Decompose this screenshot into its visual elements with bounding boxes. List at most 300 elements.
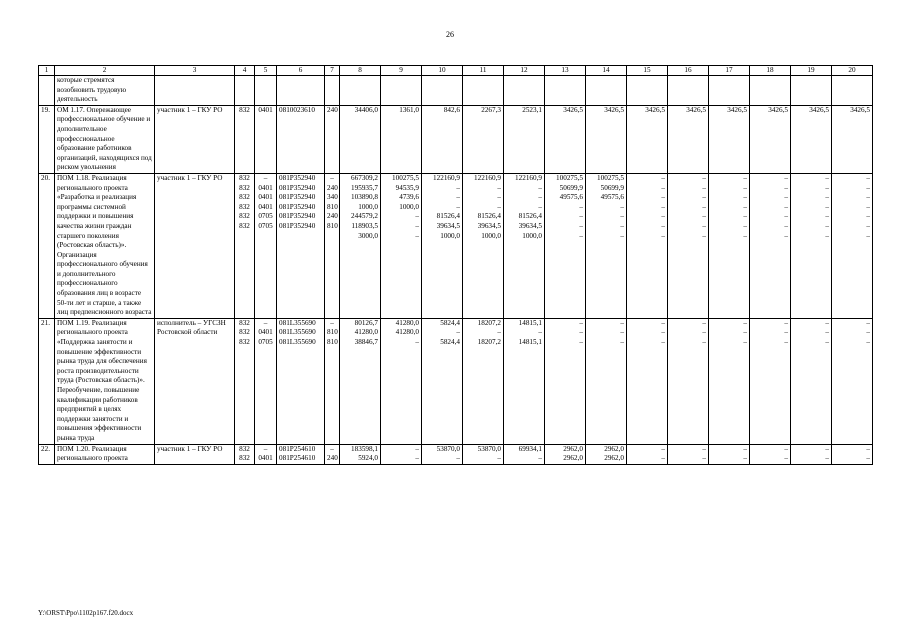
row-number: 20.: [39, 173, 55, 318]
cell-value: –: [330, 173, 334, 182]
value-cell: [586, 444, 627, 464]
cell-value: 3426,5: [645, 105, 665, 114]
cell-value: –: [866, 328, 870, 337]
cell-value: –: [620, 338, 624, 347]
cell-value: –: [456, 202, 460, 211]
value-cell: [340, 444, 381, 464]
cell-value: –: [825, 444, 829, 453]
cell-value: –: [866, 454, 870, 463]
cell-value: 100275,5: [597, 173, 624, 182]
cell-value: –: [497, 193, 501, 202]
value-cell: [627, 173, 668, 318]
cell-value: –: [866, 212, 870, 221]
cell-value: 081P254610: [279, 444, 316, 453]
measure-name: ПОМ 1.20. Реализация регионального проекта: [55, 444, 155, 464]
value-cell: [463, 173, 504, 318]
cell-value: 122160,9: [474, 173, 501, 182]
cell-value: 81526,4: [477, 212, 501, 221]
cell-value: 14815,1: [518, 338, 542, 347]
value-cell: [750, 105, 791, 173]
value-cell: [832, 444, 873, 464]
value-cell: [277, 318, 325, 444]
header-cell: 1: [39, 66, 55, 76]
value-cell: [381, 318, 422, 444]
cell-value: 081P352940: [279, 221, 316, 230]
cell-value: 832: [239, 328, 250, 337]
cell-value: 2962,0: [604, 444, 624, 453]
value-cell: [668, 318, 709, 444]
cell-value: –: [784, 444, 788, 453]
cell-value: –: [661, 173, 665, 182]
cell-value: –: [620, 328, 624, 337]
value-cell: [235, 318, 255, 444]
cell-value: –: [538, 328, 542, 337]
value-cell: [504, 173, 545, 318]
cell-value: –: [579, 202, 583, 211]
cell-value: 80126,7: [354, 318, 378, 327]
value-cell: [325, 318, 340, 444]
table-row: [39, 105, 873, 173]
cell-value: –: [866, 318, 870, 327]
cell-value: 3426,5: [809, 105, 829, 114]
cell-value: 081P254610: [279, 454, 316, 463]
value-cell: [463, 105, 504, 173]
cell-value: 832: [239, 454, 250, 463]
cell-value: –: [784, 328, 788, 337]
value-cell: [422, 173, 463, 318]
cell-value: 81526,4: [436, 212, 460, 221]
header-cell: 12: [504, 66, 545, 76]
value-cell: [422, 105, 463, 173]
cell-value: –: [538, 193, 542, 202]
header-cell: 5: [255, 66, 277, 76]
cell-value: –: [825, 173, 829, 182]
header-cell: 15: [627, 66, 668, 76]
value-cell: [463, 444, 504, 464]
cell-value: 39634,5: [477, 221, 501, 230]
cell-value: –: [702, 202, 706, 211]
cell-value: 69934,1: [518, 444, 542, 453]
cell-value: 0401: [258, 328, 273, 337]
cell-value: –: [661, 454, 665, 463]
cell-value: 081P352940: [279, 193, 316, 202]
value-cell: [668, 105, 709, 173]
cell-value: –: [661, 231, 665, 240]
cell-value: 340: [327, 193, 338, 202]
cell-value: 240: [327, 105, 338, 114]
value-cell: [709, 105, 750, 173]
header-cell: 14: [586, 66, 627, 76]
cell-value: 0705: [258, 212, 273, 221]
value-cell: [586, 318, 627, 444]
cell-value: 2267,3: [481, 105, 501, 114]
cell-value: –: [415, 454, 419, 463]
cell-value: 810: [327, 221, 338, 230]
cell-value: 832: [239, 105, 250, 114]
cell-value: 122160,9: [433, 173, 460, 182]
cell-value: –: [456, 454, 460, 463]
cell-value: –: [784, 212, 788, 221]
cell-value: –: [579, 212, 583, 221]
cell-value: –: [579, 328, 583, 337]
continuation-row: [39, 76, 873, 106]
cell-value: 5824,4: [440, 338, 460, 347]
value-cell: [255, 444, 277, 464]
cell-value: –: [743, 338, 747, 347]
cell-value: 810: [327, 202, 338, 211]
value-cell: [791, 105, 832, 173]
cell-value: –: [415, 212, 419, 221]
header-cell: 4: [235, 66, 255, 76]
cell-value: –: [784, 221, 788, 230]
cell-value: –: [825, 231, 829, 240]
cell-value: 195935,7: [351, 183, 378, 192]
cell-value: –: [702, 173, 706, 182]
value-cell: [709, 318, 750, 444]
cell-value: –: [784, 183, 788, 192]
value-cell: [463, 318, 504, 444]
cell-value: 14815,1: [518, 318, 542, 327]
cell-value: –: [415, 231, 419, 240]
value-cell: [791, 318, 832, 444]
row-number: 22.: [39, 444, 55, 464]
cell-value: –: [661, 212, 665, 221]
cell-value: –: [579, 318, 583, 327]
value-cell: [504, 318, 545, 444]
header-row: [39, 66, 873, 76]
cell-value: 118903,5: [351, 221, 378, 230]
value-cell: [235, 444, 255, 464]
cell-value: –: [579, 338, 583, 347]
cell-value: 3000,0: [358, 231, 378, 240]
cell-value: –: [866, 444, 870, 453]
cell-value: –: [784, 173, 788, 182]
cell-value: –: [702, 193, 706, 202]
cell-value: –: [743, 318, 747, 327]
cell-value: 667309,2: [351, 173, 378, 182]
value-cell: [325, 444, 340, 464]
value-cell: [586, 105, 627, 173]
cell-value: 5824,4: [440, 318, 460, 327]
cell-value: 53870,0: [436, 444, 460, 453]
cell-value: –: [702, 183, 706, 192]
cell-value: 0401: [258, 202, 273, 211]
value-cell: [750, 444, 791, 464]
cell-value: 3426,5: [604, 105, 624, 114]
cell-value: 81526,4: [518, 212, 542, 221]
header-cell: 7: [325, 66, 340, 76]
cell-value: 0401: [258, 454, 273, 463]
row-number: 19.: [39, 105, 55, 173]
value-cell: [277, 444, 325, 464]
cell-value: –: [784, 318, 788, 327]
cell-value: –: [784, 231, 788, 240]
value-cell: [586, 173, 627, 318]
cell-value: 832: [239, 183, 250, 192]
cell-value: 842,6: [443, 105, 460, 114]
value-cell: [340, 105, 381, 173]
value-cell: [504, 444, 545, 464]
cell-value: –: [866, 173, 870, 182]
cell-value: –: [456, 193, 460, 202]
value-cell: [627, 318, 668, 444]
cell-value: 3426,5: [768, 105, 788, 114]
cell-value: –: [702, 221, 706, 230]
cell-value: –: [866, 221, 870, 230]
cell-value: 0705: [258, 221, 273, 230]
cell-value: 240: [327, 212, 338, 221]
cell-value: 2523,1: [522, 105, 542, 114]
cell-value: –: [825, 193, 829, 202]
cell-value: –: [415, 221, 419, 230]
value-cell: [235, 173, 255, 318]
cell-value: –: [702, 212, 706, 221]
header-cell: 6: [277, 66, 325, 76]
cell-value: –: [825, 338, 829, 347]
cell-value: –: [661, 193, 665, 202]
cell-value: –: [456, 183, 460, 192]
cell-value: –: [702, 318, 706, 327]
cell-value: 832: [239, 212, 250, 221]
cell-value: 103890,8: [351, 193, 378, 202]
cell-value: –: [330, 318, 334, 327]
cell-value: 100275,5: [392, 173, 419, 182]
cell-value: 122160,9: [515, 173, 542, 182]
cell-value: 2962,0: [563, 454, 583, 463]
cell-value: 2962,0: [563, 444, 583, 453]
value-cell: [545, 105, 586, 173]
value-cell: [627, 444, 668, 464]
cell-value: –: [661, 444, 665, 453]
cell-value: –: [538, 202, 542, 211]
value-cell: [545, 318, 586, 444]
value-cell: [325, 173, 340, 318]
cell-value: 1361,0: [399, 105, 419, 114]
cell-value: –: [263, 318, 268, 327]
cell-value: –: [825, 212, 829, 221]
cell-value: 0401: [258, 105, 273, 114]
table-row: [39, 444, 873, 464]
value-cell: [709, 444, 750, 464]
cell-value: 810: [327, 328, 338, 337]
cell-value: –: [743, 183, 747, 192]
cell-value: 1000,0: [522, 231, 542, 240]
cell-value: –: [743, 173, 747, 182]
cell-value: 41280,0: [395, 328, 419, 337]
cell-value: 49575,6: [600, 193, 624, 202]
cell-value: –: [497, 328, 501, 337]
cell-value: 41280,0: [395, 318, 419, 327]
value-cell: [381, 105, 422, 173]
cell-value: –: [702, 444, 706, 453]
cell-value: 1000,0: [399, 202, 419, 211]
value-cell: [709, 173, 750, 318]
cell-value: –: [866, 231, 870, 240]
cell-value: –: [620, 202, 624, 211]
cell-value: –: [620, 318, 624, 327]
header-cell: 19: [791, 66, 832, 76]
cell-value: –: [784, 338, 788, 347]
cell-value: –: [620, 231, 624, 240]
cell-value: –: [866, 338, 870, 347]
cell-value: 100275,5: [556, 173, 583, 182]
cell-value: 18207,2: [477, 338, 501, 347]
value-cell: [235, 105, 255, 173]
cell-value: –: [702, 328, 706, 337]
cell-value: 832: [239, 444, 250, 453]
cell-value: –: [579, 231, 583, 240]
cell-value: 832: [239, 318, 250, 327]
page-number: 26: [446, 30, 454, 39]
value-cell: [832, 318, 873, 444]
cell-value: –: [263, 444, 268, 453]
cell-value: 34406,0: [354, 105, 378, 114]
value-cell: [545, 173, 586, 318]
value-cell: [255, 105, 277, 173]
cell-value: –: [456, 328, 460, 337]
cell-value: –: [497, 454, 501, 463]
cell-value: 0401: [258, 183, 273, 192]
cell-value: 39634,5: [436, 221, 460, 230]
cell-value: 081L355690: [279, 318, 316, 327]
value-cell: [504, 105, 545, 173]
value-cell: [277, 173, 325, 318]
cell-value: –: [620, 212, 624, 221]
value-cell: [255, 318, 277, 444]
cell-value: 53870,0: [477, 444, 501, 453]
cell-value: –: [415, 338, 419, 347]
header-cell: 18: [750, 66, 791, 76]
cell-value: 832: [239, 193, 250, 202]
header-cell: 8: [340, 66, 381, 76]
cell-value: 810: [327, 338, 338, 347]
measure-name: ПОМ 1.18. Реализация регионального проекта «Разработка и реализация программы системной поддержки и повышения качества жизни граждан старшего поколения (Ростовская область)». Организация профессионального обучения и дополнительного профессионального образования лиц в возрасте 50-ти лет и старше, а также лиц предпенсионного возраста: [55, 173, 155, 318]
cell-value: –: [661, 183, 665, 192]
cell-value: –: [743, 454, 747, 463]
header-cell: 10: [422, 66, 463, 76]
cell-value: 081L355690: [279, 328, 316, 337]
table-row: [39, 173, 873, 318]
cell-value: 081L355690: [279, 338, 316, 347]
cell-value: –: [538, 183, 542, 192]
value-cell: [750, 318, 791, 444]
cell-value: 0705: [258, 338, 273, 347]
value-cell: [750, 173, 791, 318]
cell-value: 081P352940: [279, 173, 316, 182]
cell-value: –: [538, 454, 542, 463]
cell-value: –: [825, 454, 829, 463]
cell-value: –: [661, 328, 665, 337]
cell-value: –: [702, 231, 706, 240]
cell-value: –: [825, 318, 829, 327]
cell-value: –: [743, 193, 747, 202]
value-cell: [277, 105, 325, 173]
cell-value: 832: [239, 338, 250, 347]
value-cell: [668, 444, 709, 464]
cell-value: 3426,5: [727, 105, 747, 114]
cell-value: –: [825, 221, 829, 230]
budget-table: [38, 65, 873, 465]
value-cell: [422, 318, 463, 444]
footer-file-path: Y:\ORST\Ppo\1102p167.f20.docx: [38, 609, 134, 617]
cell-value: 832: [239, 221, 250, 230]
cell-value: –: [743, 328, 747, 337]
executor: участник 1 – ГКУ РО: [155, 105, 235, 173]
value-cell: [545, 444, 586, 464]
cell-value: 50699,9: [600, 183, 624, 192]
cell-value: 081P352940: [279, 202, 316, 211]
cell-value: 081P352940: [279, 183, 316, 192]
cell-value: –: [497, 183, 501, 192]
cell-value: –: [620, 221, 624, 230]
cell-value: –: [579, 221, 583, 230]
cell-value: 38846,7: [354, 338, 378, 347]
header-cell: 16: [668, 66, 709, 76]
value-cell: [791, 173, 832, 318]
header-cell: 2: [55, 66, 155, 76]
header-cell: 17: [709, 66, 750, 76]
cell-value: –: [415, 444, 419, 453]
cell-value: –: [825, 202, 829, 211]
header-cell: 13: [545, 66, 586, 76]
value-cell: [381, 444, 422, 464]
cell-value: –: [743, 212, 747, 221]
measure-name: ПОМ 1.19. Реализация регионального проекта «Поддержка занятости и повышение эффективности рынка труда для обеспечения роста производительности труда (Ростовская область)». Переобучение, повышение квалификации работников предприятий в целях поддержки занятости и повышения эффективности рынка труда: [55, 318, 155, 444]
cell-value: –: [825, 183, 829, 192]
value-cell: [381, 173, 422, 318]
cell-value: –: [743, 444, 747, 453]
measure-name: ОМ 1.17. Опережающее профессиональное обучение и дополнительное профессиональное образование работников организаций, находящихся под риском увольнения: [55, 105, 155, 173]
cell-value: 240: [327, 183, 338, 192]
value-cell: [627, 105, 668, 173]
cell-value: –: [825, 328, 829, 337]
cell-value: 5924,0: [358, 454, 378, 463]
cell-value: 39634,5: [518, 221, 542, 230]
value-cell: [832, 105, 873, 173]
cell-value: –: [784, 202, 788, 211]
cell-value: –: [743, 202, 747, 211]
value-cell: [668, 173, 709, 318]
executor: участник 1 – ГКУ РО: [155, 173, 235, 318]
header-cell: 3: [155, 66, 235, 76]
value-cell: [325, 105, 340, 173]
value-cell: [832, 173, 873, 318]
cell-value: 41280,0: [354, 328, 378, 337]
cell-value: 0810023610: [279, 105, 315, 114]
cell-value: –: [497, 202, 501, 211]
value-cell: [791, 444, 832, 464]
cell-value: –: [702, 338, 706, 347]
value-cell: [422, 444, 463, 464]
header-cell: 9: [381, 66, 422, 76]
cell-value: –: [330, 444, 334, 453]
cell-value: 3426,5: [850, 105, 870, 114]
cell-value: –: [661, 318, 665, 327]
cell-value: –: [743, 231, 747, 240]
cell-value: –: [702, 454, 706, 463]
cell-value: 0401: [258, 193, 273, 202]
cell-value: 3426,5: [686, 105, 706, 114]
header-cell: 11: [463, 66, 504, 76]
cell-value: 4739,6: [399, 193, 419, 202]
cell-value: –: [866, 183, 870, 192]
cell-value: –: [784, 193, 788, 202]
cell-value: –: [743, 221, 747, 230]
cell-value: 1000,0: [440, 231, 460, 240]
cell-value: 50699,9: [559, 183, 583, 192]
row-number: 21.: [39, 318, 55, 444]
cell-value: –: [661, 338, 665, 347]
